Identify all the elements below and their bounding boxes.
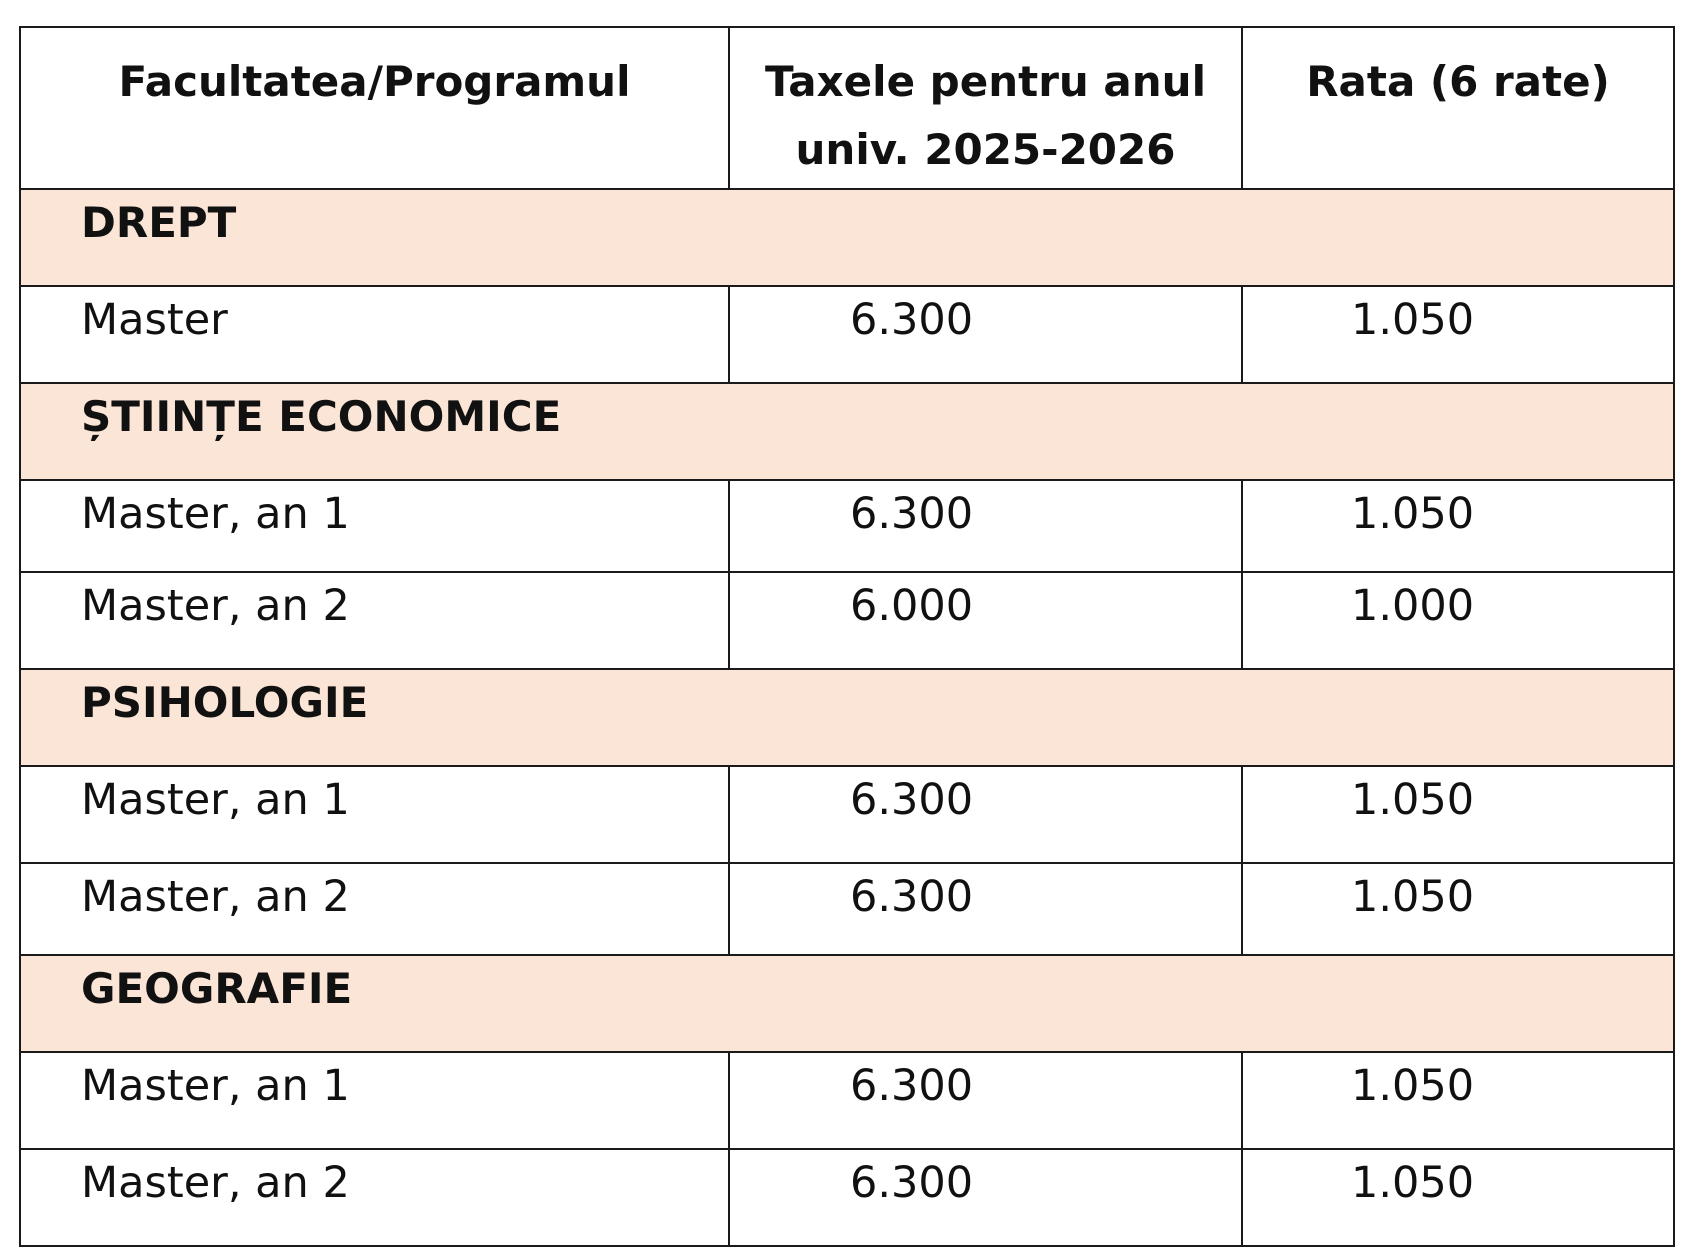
program-cell: Master, an 2 (20, 863, 729, 955)
table-row (20, 766, 1674, 863)
fee-cell: 6.300 (729, 1149, 1242, 1246)
rate-cell: 1.050 (1242, 1149, 1674, 1246)
rate-cell: 1.000 (1242, 572, 1674, 669)
section-title: DREPT (20, 189, 1674, 286)
program-cell: Master (20, 286, 729, 383)
program-cell: Master, an 1 (20, 1052, 729, 1149)
header-faculty-program: Facultatea/Programul (20, 27, 729, 189)
rate-cell: 1.050 (1242, 1052, 1674, 1149)
program-cell: Master, an 1 (20, 480, 729, 572)
table-row (20, 572, 1674, 669)
table-row (20, 286, 1674, 383)
program-cell: Master, an 2 (20, 1149, 729, 1246)
header-rate: Rata (6 rate) (1242, 27, 1674, 189)
section-row-drept (20, 189, 1674, 286)
section-title: ȘTIINȚE ECONOMICE (20, 383, 1674, 480)
rate-cell: 1.050 (1242, 863, 1674, 955)
fee-cell: 6.000 (729, 572, 1242, 669)
table-row (20, 1149, 1674, 1246)
rate-cell: 1.050 (1242, 766, 1674, 863)
table-row (20, 1052, 1674, 1149)
fee-cell: 6.300 (729, 766, 1242, 863)
program-cell: Master, an 1 (20, 766, 729, 863)
fee-cell: 6.300 (729, 1052, 1242, 1149)
section-row-psihologie (20, 669, 1674, 766)
table-row (20, 863, 1674, 955)
rate-cell: 1.050 (1242, 480, 1674, 572)
program-cell: Master, an 2 (20, 572, 729, 669)
section-title: PSIHOLOGIE (20, 669, 1674, 766)
section-row-geografie (20, 955, 1674, 1052)
header-fees-line2: univ. 2025-2026 (795, 125, 1176, 174)
fees-table (19, 26, 1675, 1247)
fee-cell: 6.300 (729, 286, 1242, 383)
header-fees (729, 27, 1242, 189)
table-row (20, 480, 1674, 572)
header-fees-line1: Taxele pentru anul (765, 57, 1206, 106)
table-header-row (20, 27, 1674, 189)
fee-cell: 6.300 (729, 863, 1242, 955)
section-title: GEOGRAFIE (20, 955, 1674, 1052)
section-row-stiinte-economice (20, 383, 1674, 480)
rate-cell: 1.050 (1242, 286, 1674, 383)
fee-cell: 6.300 (729, 480, 1242, 572)
